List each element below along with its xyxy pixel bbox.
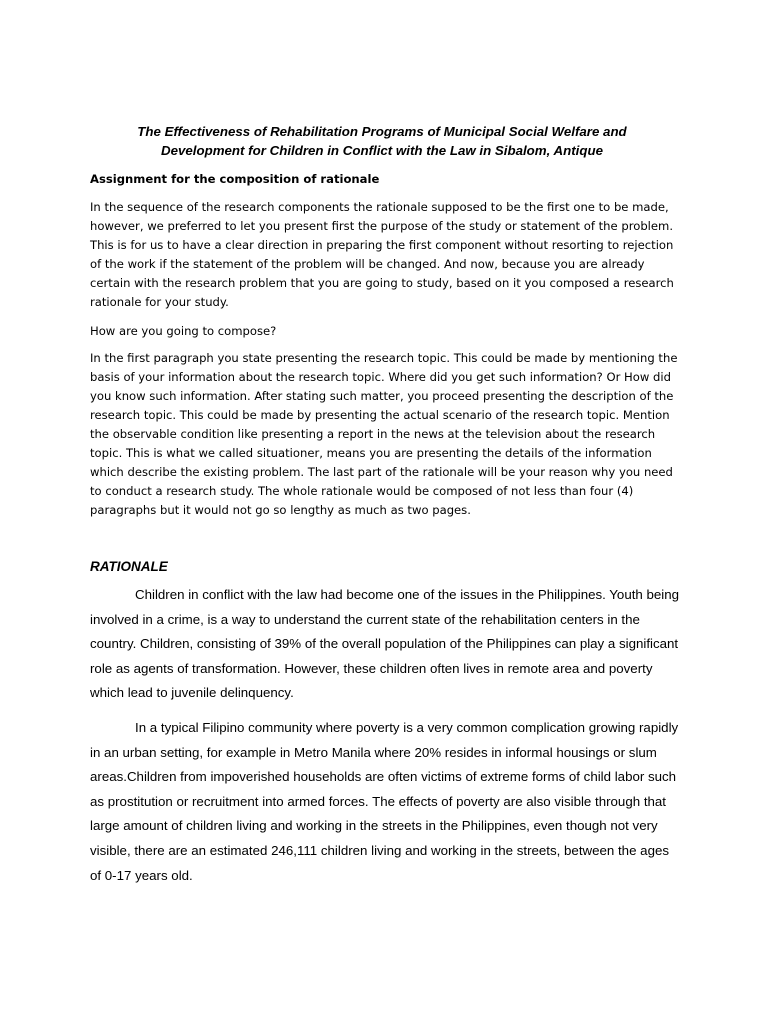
rationale-paragraph-2: In a typical Filipino community where poverty is a very common complication growing rapidly in an urban setting, for example in Metro Manila where 20% resides in informal housings or slum areas.Children from impoverished households are often victims of extreme forms of child labor such as prostitution or recruitment into armed forces. The effects of poverty are also visible through that large amount of children living and working in the streets in the Philippines, even though not very visible, there are an estimated 246,111 children living and working in the streets, between the ages of 0-17 years old. bbox=[90, 720, 679, 883]
title-line-2: Development for Children in Conflict with the Law in Sibalom, Antique bbox=[160, 143, 603, 158]
title-line-1: The Effectiveness of Rehabilitation Programs of Municipal Social Welfare and bbox=[137, 124, 627, 139]
assignment-paragraph-2: In the first paragraph you state presenting the research topic. This could be made by mentioning the basis of your information about the research topic. Where did you get such information? Or How did you know such information. After stating such matter, you proceed presenting the description of the research topic. This could be made by presenting the actual scenario of the research topic. Mention the observable condition like presenting a report in the news at the television about the research topic. This is what we called situationer, means you are presenting the details of the information which describe the existing problem. The last part of the rationale will be your reason why you need to conduct a research study. The whole rationale would be composed of not less than four (4) paragraphs but it would not go so lengthy as much as two pages. bbox=[90, 351, 678, 517]
rationale-heading: RATIONALE bbox=[90, 559, 168, 574]
assignment-heading: Assignment for the composition of rationale bbox=[90, 172, 380, 186]
rationale-paragraph-1: Children in conflict with the law had become one of the issues in the Philippines. Youth being involved in a crime, is a way to understand the current state of the rehabilitation centers in the country. Children, consisting of 39% of the overall population of the Philippines can play a significant role as agents of transformation. However, these children often lives in remote area and poverty which lead to juvenile delinquency. bbox=[90, 587, 680, 701]
document-title bbox=[90, 122, 674, 160]
assignment-question: How are you going to compose? bbox=[90, 324, 277, 338]
assignment-paragraph-1: In the sequence of the research components the rationale supposed to be the first one to be made, however, we preferred to let you present first the purpose of the study or statement of the problem. This is for us to have a clear direction in preparing the first component without resorting to rejection of the work if the statement of the problem will be changed. And now, because you are already certain with the research problem that you are going to study, based on it you composed a research rationale for your study. bbox=[90, 200, 674, 309]
